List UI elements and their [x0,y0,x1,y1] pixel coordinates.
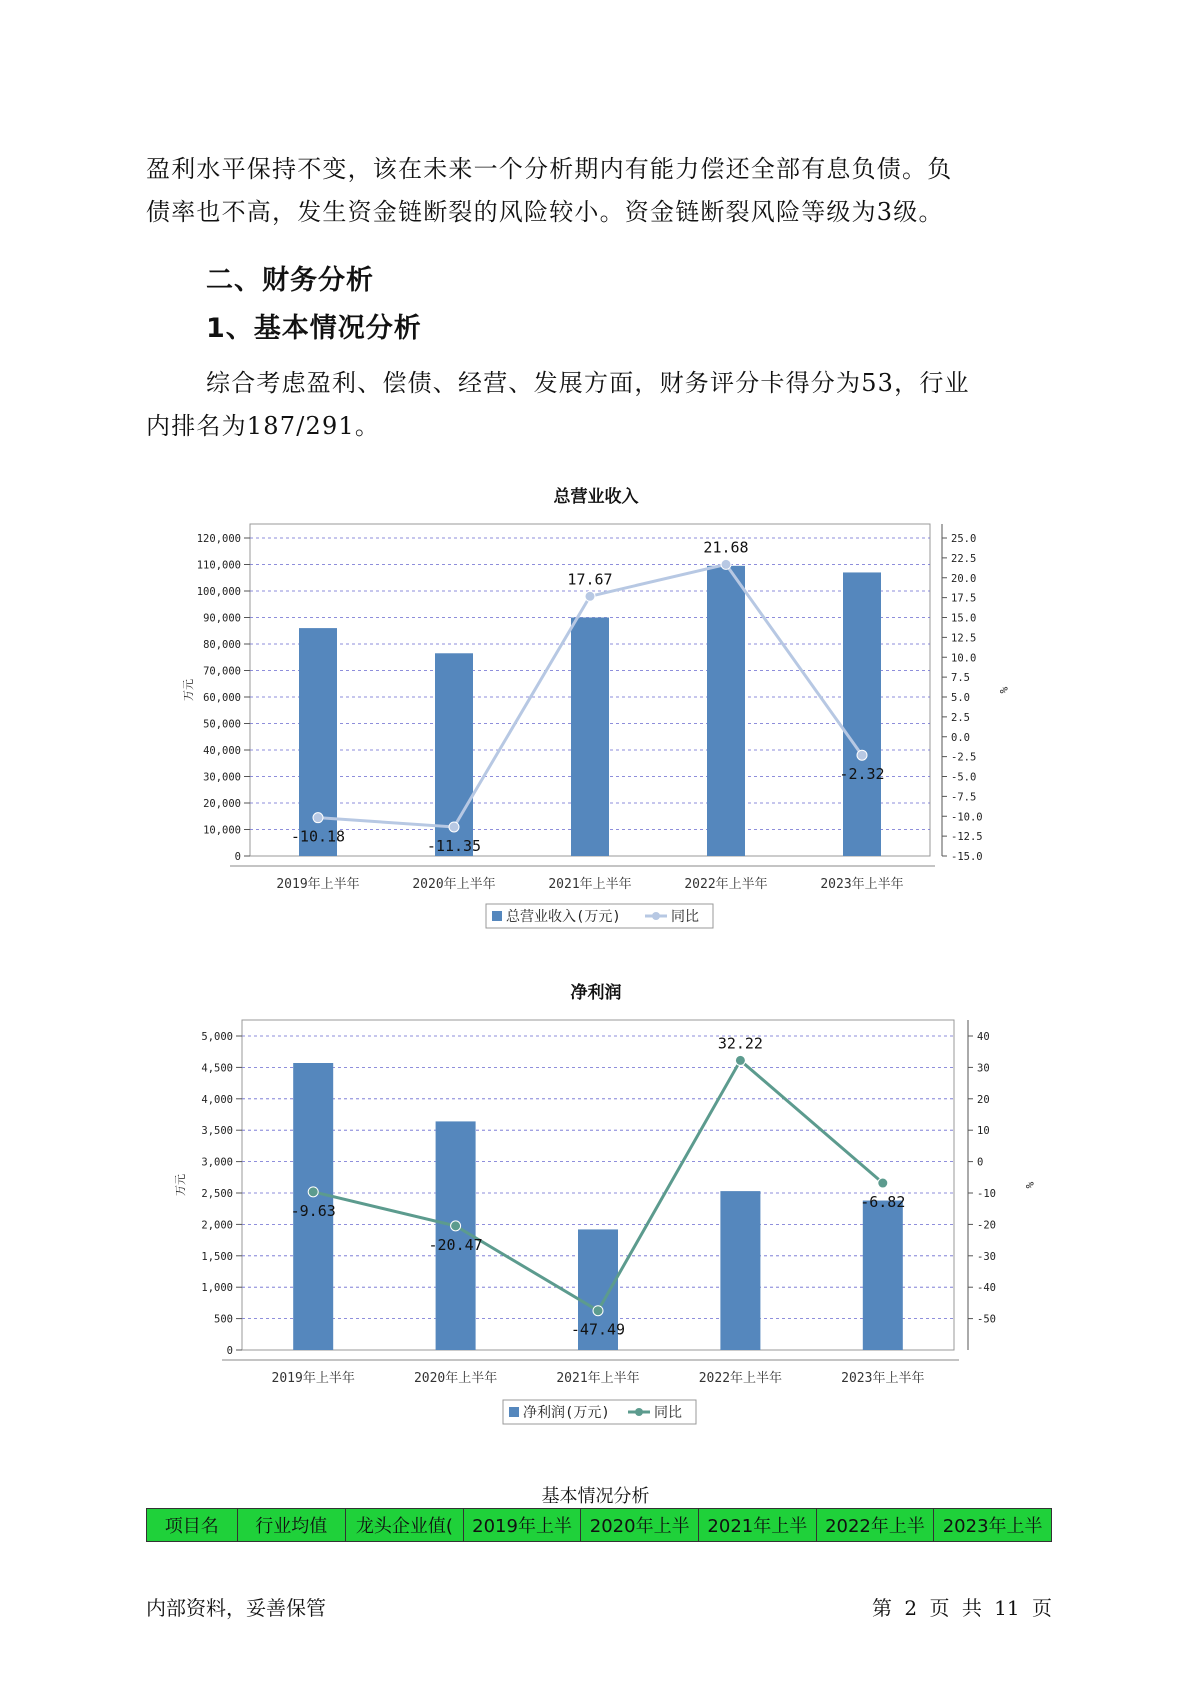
yoy-data-label: 32.22 [717,1034,763,1053]
summary-line-1: 综合考虑盈利、偿债、经营、发展方面，财务评分卡得分为53，行业 [206,369,970,397]
summary-line-2: 内排名为187/291。 [146,412,381,440]
table-header-row [147,1509,1052,1542]
y2-tick-label: 25.0 [951,533,977,545]
yoy-data-label: -20.47 [428,1235,483,1254]
y-tick-label: 4,500 [201,1062,233,1075]
header-2019: 2019年上半 [463,1509,581,1542]
y-axis-label: 万元 [174,1174,187,1196]
y-tick-label: 0 [234,851,241,863]
legend-line-label: 同比 [671,909,699,925]
yoy-point [449,822,459,832]
yoy-point [308,1187,318,1197]
section-heading: 二、财务分析 [206,265,374,296]
basic-analysis-table [146,1508,1052,1542]
chart-1-title: 总营业收入 [553,487,639,507]
yoy-point [878,1178,888,1188]
intro-line-1: 盈利水平保持不变，该在未来一个分析期内有能力偿还全部有息负债。负 [146,155,953,183]
y2-tick-label: 10 [977,1125,990,1138]
legend-bar-swatch [509,1407,519,1417]
header-2020: 2020年上半 [581,1509,699,1542]
yoy-point [735,1055,745,1065]
y2-tick-label: 2.5 [951,711,970,724]
net-profit-chart [0,1000,1191,1440]
y-tick-label: 500 [214,1313,233,1326]
x-tick-label: 2023年上半年 [820,877,904,892]
yoy-point [593,1306,603,1316]
header-leader-value: 龙头企业值( [346,1509,464,1542]
yoy-point [585,591,595,601]
x-tick-label: 2021年上半年 [556,1371,640,1386]
yoy-data-label: -9.63 [290,1201,336,1220]
y-tick-label: 3,000 [201,1156,233,1169]
header-2022: 2022年上半 [816,1509,934,1542]
y2-tick-label: 5.0 [951,692,970,704]
y-tick-label: 10,000 [203,824,241,837]
y-tick-label: 1,000 [201,1282,233,1295]
y2-tick-label: -2.5 [951,751,977,764]
y2-tick-label: 20 [977,1093,990,1106]
y2-tick-label: -20 [977,1219,996,1232]
bar [707,566,745,856]
yoy-point [313,813,323,823]
yoy-point [857,750,867,760]
revenue-chart [0,500,1191,960]
y2-tick-label: 0.0 [951,731,970,744]
header-item-name: 项目名 [147,1509,238,1542]
y2-tick-label: 20.0 [951,572,977,585]
y2-tick-label: 40 [977,1031,990,1043]
x-tick-label: 2022年上半年 [684,877,768,892]
chart-2-title: 净利润 [570,983,622,1003]
header-2023: 2023年上半 [934,1509,1052,1542]
y-tick-label: 4,000 [201,1093,233,1106]
y-tick-label: 0 [226,1345,233,1357]
y-tick-label: 1,500 [201,1250,233,1263]
bar [843,572,881,856]
y-tick-label: 120,000 [196,533,241,545]
y2-tick-label: 17.5 [951,592,977,605]
y-tick-label: 2,000 [201,1219,233,1232]
legend-line-marker [652,912,660,920]
y2-tick-label: -15.0 [951,851,983,863]
y-tick-label: 2,500 [201,1188,233,1200]
y2-tick-label: -40 [977,1282,996,1295]
y-tick-label: 50,000 [203,718,241,731]
footer-page-number: 第 2 页 共 11 页 [872,1596,1052,1620]
table-caption: 基本情况分析 [541,1486,650,1507]
y2-tick-label: -5.0 [951,771,977,784]
subsection-heading: 1、基本情况分析 [206,313,422,344]
y-tick-label: 20,000 [203,798,241,810]
y-tick-label: 30,000 [203,771,241,784]
yoy-data-label: -2.32 [839,765,885,784]
legend-line-label: 同比 [654,1405,682,1421]
x-tick-label: 2019年上半年 [271,1371,355,1386]
legend-bar-label: 总营业收入(万元) [506,909,621,925]
y-tick-label: 110,000 [196,559,241,572]
yoy-data-label: -10.18 [290,827,346,846]
y2-axis-label: % [997,686,1010,694]
y2-axis-label: % [1023,1181,1036,1189]
x-tick-label: 2020年上半年 [413,1371,498,1386]
y-axis-label: 万元 [182,679,195,701]
yoy-point [721,559,731,569]
x-tick-label: 2023年上半年 [841,1371,925,1386]
x-tick-label: 2022年上半年 [698,1371,783,1386]
legend-bar-swatch [492,911,502,921]
y2-tick-label: -7.5 [951,791,977,804]
bar [571,618,609,857]
y-tick-label: 80,000 [203,639,241,651]
y2-tick-label: -50 [977,1313,996,1326]
y2-tick-label: 15.0 [951,612,977,625]
y-tick-label: 3,500 [201,1125,233,1138]
y-tick-label: 5,000 [201,1031,233,1043]
x-tick-label: 2019年上半年 [276,877,360,892]
bar [863,1201,903,1350]
y2-tick-label: -10.0 [951,811,983,824]
yoy-data-label: -47.49 [570,1320,626,1339]
y2-tick-label: 22.5 [951,552,977,565]
y2-tick-label: -30 [977,1250,996,1263]
y2-tick-label: -10 [977,1188,996,1200]
x-tick-label: 2020年上半年 [412,877,496,892]
yoy-point [451,1221,461,1231]
y2-tick-label: 30 [977,1062,990,1075]
footer-confidential: 内部资料，妥善保管 [146,1596,326,1620]
legend-line-marker [635,1408,643,1416]
y2-tick-label: 10.0 [951,652,977,665]
header-2021: 2021年上半 [699,1509,817,1542]
y-tick-label: 90,000 [203,612,241,625]
yoy-data-label: -6.82 [860,1193,906,1212]
yoy-data-label: 21.68 [703,538,749,557]
y-tick-label: 100,000 [196,586,241,598]
y-tick-label: 40,000 [203,745,241,757]
y2-tick-label: -12.5 [951,831,983,844]
x-tick-label: 2021年上半年 [548,877,632,892]
y2-tick-label: 0 [977,1156,984,1169]
yoy-data-label: 17.67 [567,570,613,589]
header-industry-avg: 行业均值 [237,1509,346,1542]
yoy-data-label: -11.35 [426,836,482,855]
y-tick-label: 60,000 [203,692,241,704]
y2-tick-label: 7.5 [951,672,970,685]
y-tick-label: 70,000 [203,665,241,678]
y2-tick-label: 12.5 [951,632,977,645]
bar [720,1191,760,1350]
intro-line-2: 债率也不高，发生资金链断裂的风险较小。资金链断裂风险等级为3级。 [146,198,944,226]
legend-bar-label: 净利润(万元) [523,1405,610,1421]
